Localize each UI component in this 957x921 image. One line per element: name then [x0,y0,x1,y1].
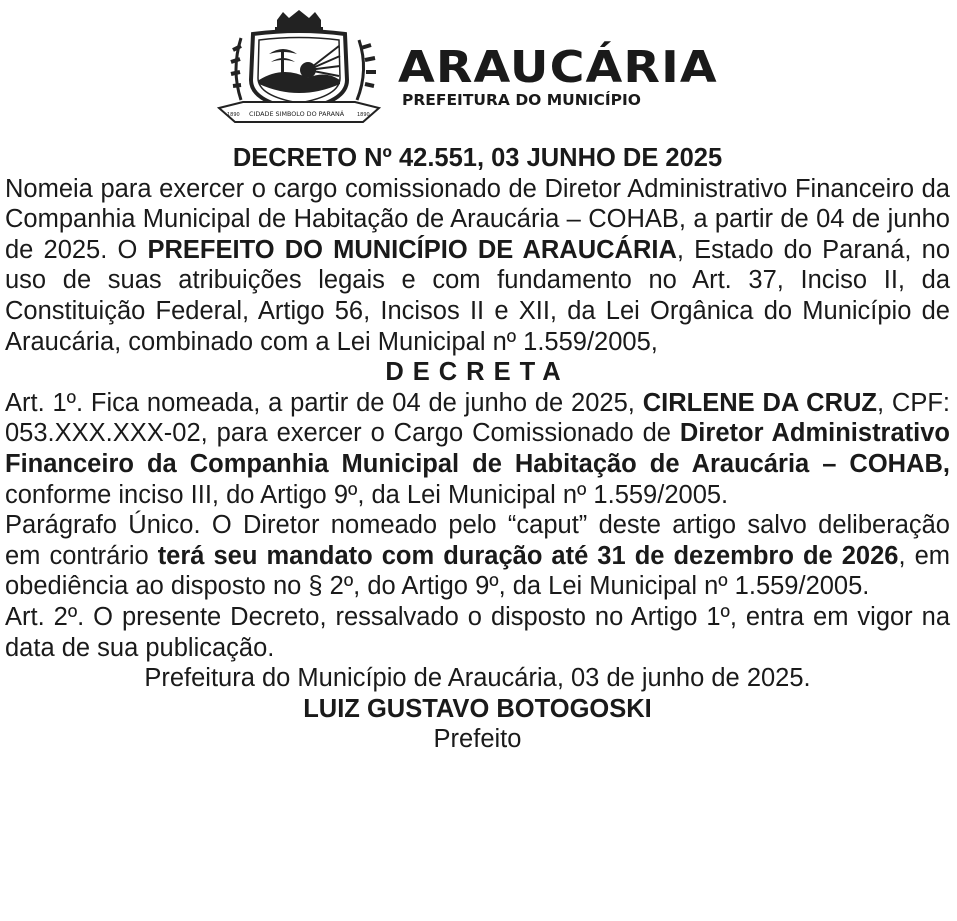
preamble-text-2: , Estado do Paraná, no uso de suas atribuições legais e com fundamento no Art. 37, Inciso II, da Constituição Federal, Artigo 56, Incisos II e XII, da Lei Orgânica do Município de Araucária, combinado com a Lei Municipal nº 1.559/2005, [5,235,950,356]
municipality-name: ARAUCÁRIA [398,42,718,93]
letterhead [0,8,957,128]
municipality-subtitle: PREFEITURA DO MUNICÍPIO [402,91,641,109]
appointee-name: CIRLENE DA CRUZ [642,388,877,417]
sole-paragraph [5,510,950,602]
decree-title: DECRETO Nº 42.551, 03 JUNHO DE 2025 [232,144,723,172]
article-1 [5,388,950,510]
decree-preamble [5,174,950,358]
coat-of-arms-icon [213,10,385,126]
art1-text-3: conforme inciso III, do Artigo 9º, da Lei Municipal nº 1.559/2005. [5,480,729,509]
mandate-term: terá seu mandato com duração até 31 de dezembro de 2026 [157,541,899,570]
signer-name: LUIZ GUSTAVO BOTOGOSKI [303,694,652,723]
crest-year-left: 1890 [227,112,240,118]
brand-block [398,42,718,109]
place-date: Prefeitura do Município de Araucária, 03 de junho de 2025. [144,664,811,693]
article-2: Art. 2º. O presente Decreto, ressalvado o disposto no Artigo 1º, entra em vigor na data de sua publicação. [5,602,950,662]
preamble-bold: PREFEITO DO MUNICÍPIO DE ARAUCÁRIA [147,235,677,264]
crest-motto: CIDADE SIMBOLO DO PARANÁ [249,110,345,118]
art1-text-2: , CPF: 053.XXX.XXX-02, para exercer o Cargo Comissionado de [5,388,950,448]
decree-body [5,143,950,755]
preamble-text-1: Nomeia para exercer o cargo comissionado de Diretor Administrativo Financeiro da Companhia Municipal de Habitação de Araucária – COHAB, a partir de 04 de junho de 2025. O [5,174,950,264]
art1-text-1: Art. 1º. Fica nomeada, a partir de 04 de junho de 2025, [5,388,643,417]
par-text-2: , em obediência ao disposto no § 2º, do Artigo 9º, da Lei Municipal nº 1.559/2005. [5,541,951,601]
signer-title: Prefeito [433,725,522,754]
par-text-1: Parágrafo Único. O Diretor nomeado pelo “caput” deste artigo salvo deliberação em contrário [5,511,950,570]
crest-year-right: 1890 [357,112,370,118]
appointed-role: Diretor Administrativo Financeiro da Companhia Municipal de Habitação de Araucária – COHAB, [5,419,950,478]
decreta-heading: DECRETA [385,358,570,387]
